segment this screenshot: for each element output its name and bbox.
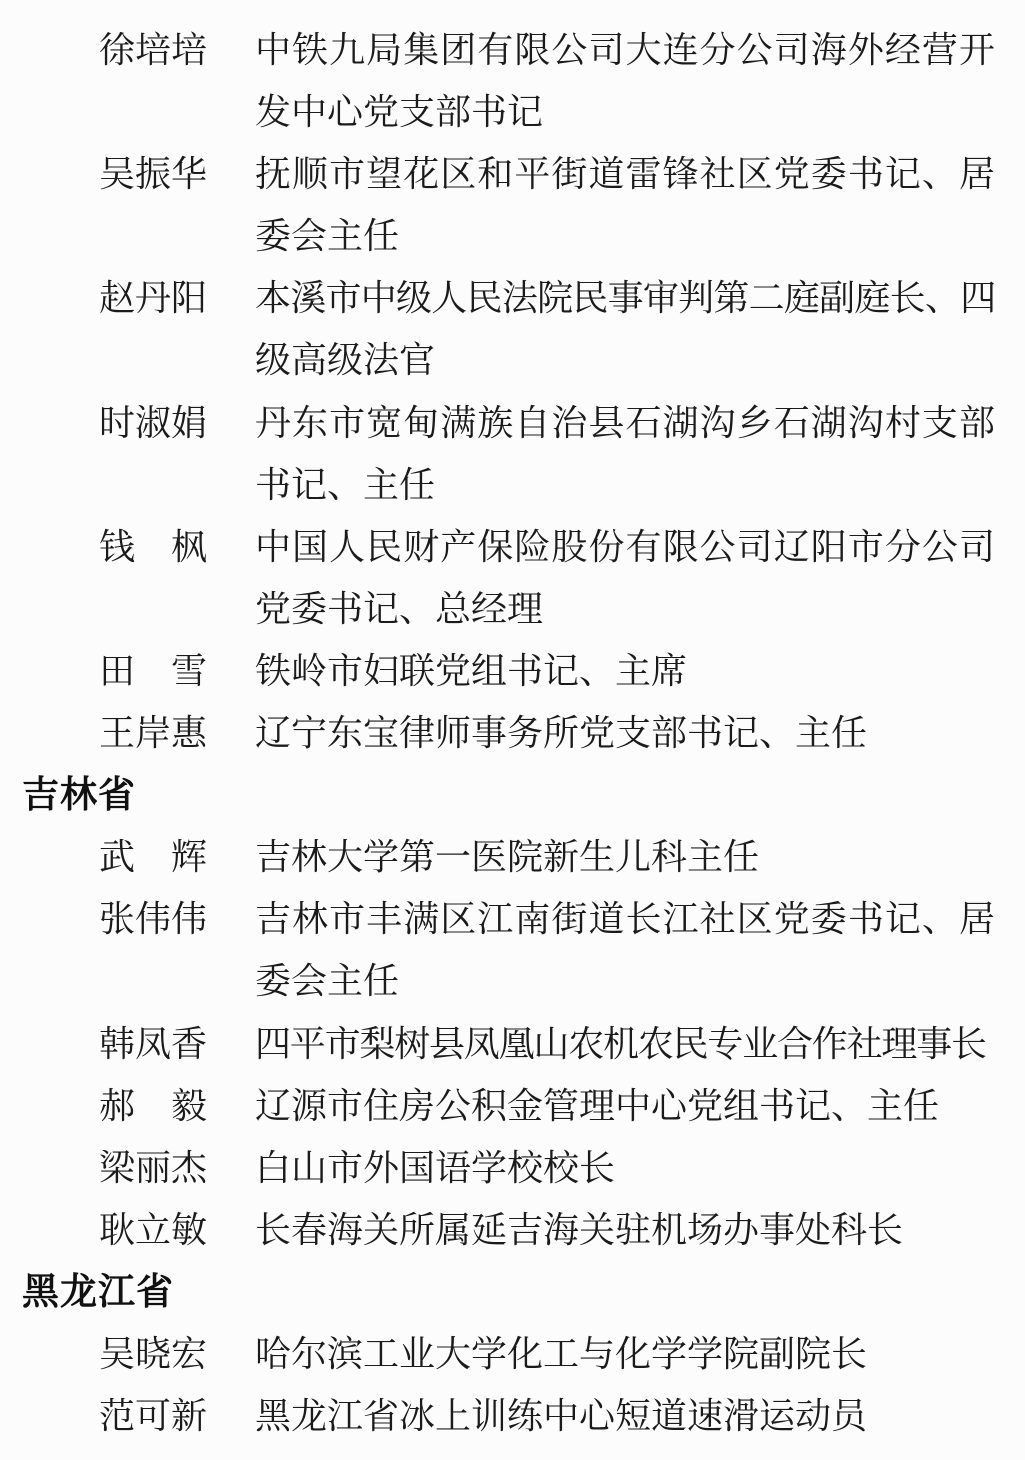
roster-row [0,392,1025,516]
position-line: 白山市外国语学校校长 [255,1147,616,1188]
person-position [255,516,995,640]
roster-row [0,1323,1025,1385]
position-line: 级高级法官 [255,340,436,381]
person-position [255,19,995,143]
person-name: 张伟伟 [99,899,208,940]
person-position [255,826,995,888]
position-line: 铁岭市妇联党组书记、主席 [255,650,688,691]
person-name: 耿立敏 [99,1209,208,1250]
roster-row [0,1075,1025,1137]
position-line: 抚顺市望花区和平街道雷锋社区党委书记、居 [255,154,995,195]
province-section-header: 黑龙江省 [22,1270,174,1312]
person-position [255,888,995,1012]
roster-row [0,516,1025,640]
roster-row [0,1385,1025,1447]
person-position [255,267,995,391]
position-line: 长春海关所属延吉海关驻机场办事处科长 [255,1209,904,1250]
position-line: 辽源市住房公积金管理中心党组书记、主任 [255,1085,940,1126]
position-line: 书记、主任 [255,464,436,505]
person-position [255,1137,995,1199]
person-name: 时淑娟 [99,402,208,443]
person-position [255,392,995,516]
person-name: 赵丹阳 [99,278,208,319]
position-line: 丹东市宽甸满族自治县石湖沟乡石湖沟村支部 [255,402,995,443]
person-position [255,1075,995,1137]
person-position [255,143,995,267]
person-name: 韩凤香 [99,1023,208,1064]
person-name: 梁丽杰 [99,1147,208,1188]
person-position [255,1385,995,1447]
roster-row [0,888,1025,1012]
position-line: 发中心党支部书记 [255,92,544,133]
roster-row [0,19,1025,143]
person-name: 田 雪 [99,650,208,691]
province-section-header: 吉林省 [22,774,136,816]
position-line: 中国人民财产保险股份有限公司辽阳市分公司 [255,526,995,567]
person-name: 范可新 [99,1396,208,1437]
person-name: 吴晓宏 [99,1333,208,1374]
roster-row [0,267,1025,391]
person-position [255,702,995,764]
roster-row [0,1137,1025,1199]
position-line: 本溪市中级人民法院民事审判第二庭副庭长、四 [255,278,995,319]
person-name: 吴振华 [99,154,208,195]
position-line: 委会主任 [255,216,400,257]
position-line: 黑龙江省冰上训练中心短道速滑运动员 [255,1396,868,1437]
person-name: 王岸惠 [99,713,208,754]
position-line: 中铁九局集团有限公司大连分公司海外经营开 [255,30,995,70]
position-line: 委会主任 [255,961,400,1002]
position-line: 吉林大学第一医院新生儿科主任 [255,837,760,878]
person-position [255,1199,995,1261]
person-name: 武 辉 [99,837,208,878]
person-name: 徐培培 [99,30,208,70]
person-position [255,1013,995,1075]
roster-row [0,143,1025,267]
person-name: 钱 枫 [99,526,208,567]
roster-row [0,826,1025,888]
position-line: 四平市梨树县凤凰山农机农民专业合作社理事长 [255,1023,986,1064]
roster-row [0,1013,1025,1075]
roster-row [0,640,1025,702]
position-line: 吉林市丰满区江南街道长江社区党委书记、居 [255,899,995,940]
roster-row [0,702,1025,764]
roster-row [0,1199,1025,1261]
person-position [255,1323,995,1385]
person-name: 郝 毅 [99,1085,208,1126]
position-line: 哈尔滨工业大学化工与化学学院副院长 [255,1333,868,1374]
person-position [255,640,995,702]
position-line: 党委书记、总经理 [255,588,544,629]
position-line: 辽宁东宝律师事务所党支部书记、主任 [255,713,868,754]
